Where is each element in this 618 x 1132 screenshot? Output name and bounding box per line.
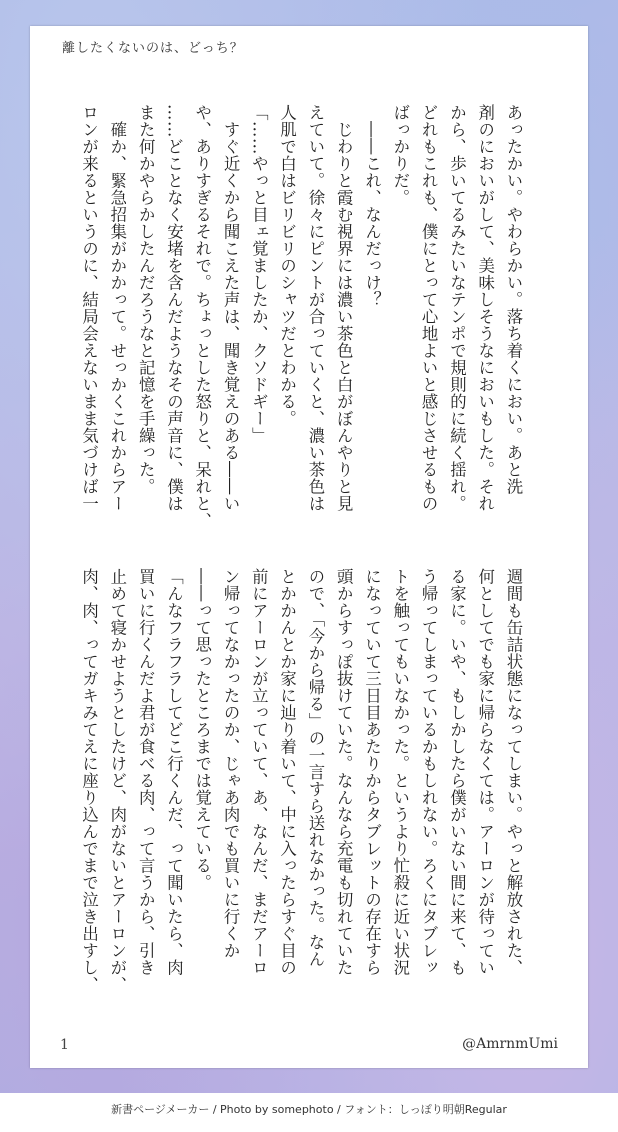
- text-line: 剤のにおいがして、美味しそうなにおいもした。それ: [475, 104, 495, 512]
- text-line: えていて。徐々にピントが合っていくと、濃い茶色は: [305, 104, 325, 512]
- novel-page: [30, 26, 588, 1068]
- text-column-bottom: [79, 568, 527, 1010]
- text-line: になっていて三日目あたりからタブレットの存在すら: [362, 568, 382, 976]
- text-line: ばっかりだ。: [390, 104, 410, 206]
- text-line: ロンが来るというのに、結局会えないまま気づけば一: [79, 104, 99, 512]
- credit-line: 新書ページメーカー / Photo by somephoto / フォント：しっぽり明朝Regular: [111, 1103, 507, 1116]
- text-line: ――って思ったところまでは覚えている。: [192, 568, 212, 891]
- text-line: あったかい。やわらかい。落ち着くにおい。あと洗: [504, 104, 523, 495]
- page-title: 離したくないのは、どっち？: [62, 41, 244, 56]
- text-line: 人肌で白はビリビリのシャツだとわかる。: [277, 104, 297, 427]
- text-line: じわりと霞む視界には濃い茶色と白がぼんやりと見: [334, 104, 354, 512]
- text-line: う帰ってしまっているかもしれない。ろくにタブレッ: [419, 568, 439, 976]
- text-line: や、ありすぎるそれで。ちょっとした怒りと、呆れと、: [192, 104, 212, 529]
- text-line: 止めて寝かせようとしたけど、肉がないとアーロンが、: [107, 568, 127, 993]
- text-line: 何としてでも家に帰らなくては。アーロンが待ってい: [475, 568, 495, 976]
- text-line: 確か、緊急招集がかかって。せっかくこれからアー: [107, 104, 127, 512]
- text-line: 「……やっと目ェ覚ましたか、クソドギー」: [249, 104, 269, 444]
- text-line: 前にアーロンが立っていて、あ、なんだ、まだアーロ: [249, 568, 269, 976]
- text-line: から、歩いてるみたいなテンポで規則的に続く揺れ。: [447, 104, 467, 512]
- text-line: 買いに行くんだよ君が食べる肉、って言うから、引き: [136, 568, 156, 976]
- text-line: とかかんとか家に辿り着いて、中に入ったらすぐ目の: [277, 568, 297, 976]
- text-line: 頭からすっぽ抜けていた。なんなら充電も切れていた: [334, 568, 354, 976]
- text-line: トを触ってもいなかった。というより忙殺に近い状況: [390, 568, 410, 976]
- text-line: 肉、肉、ってガキみてえに座り込んでまで泣き出すし、: [79, 568, 99, 993]
- page-number: 1: [60, 1037, 69, 1053]
- text-column-top: [79, 104, 527, 546]
- text-line: また何かやらかしたんだろうなと記憶を手繰った。: [136, 104, 156, 495]
- text-line: すぐ近くから聞こえた声は、聞き覚えのある――い: [221, 104, 241, 512]
- text-line: どれもこれも、僕にとって心地よいと感じさせるもの: [419, 104, 439, 512]
- text-line: 週間も缶詰状態になってしまい。やっと解放された、: [504, 568, 523, 976]
- text-line: 「んなフラフラしてどこ行くんだ、って聞いたら、肉: [164, 568, 184, 976]
- author-handle: @AmrnmUmi: [462, 1036, 558, 1052]
- text-line: ――これ、なんだっけ？: [362, 104, 382, 308]
- text-line: ……どことなく安堵を含んだようなその声音に、僕は: [164, 104, 184, 512]
- text-line: ので、「今から帰る」の一言すら送れなかった。なん: [305, 568, 325, 968]
- text-line: る家に。いや、もしかしたら僕がいない間に来て、も: [447, 568, 467, 976]
- text-line: ン帰ってなかったのか、じゃあ肉でも買いに行くか: [221, 568, 241, 959]
